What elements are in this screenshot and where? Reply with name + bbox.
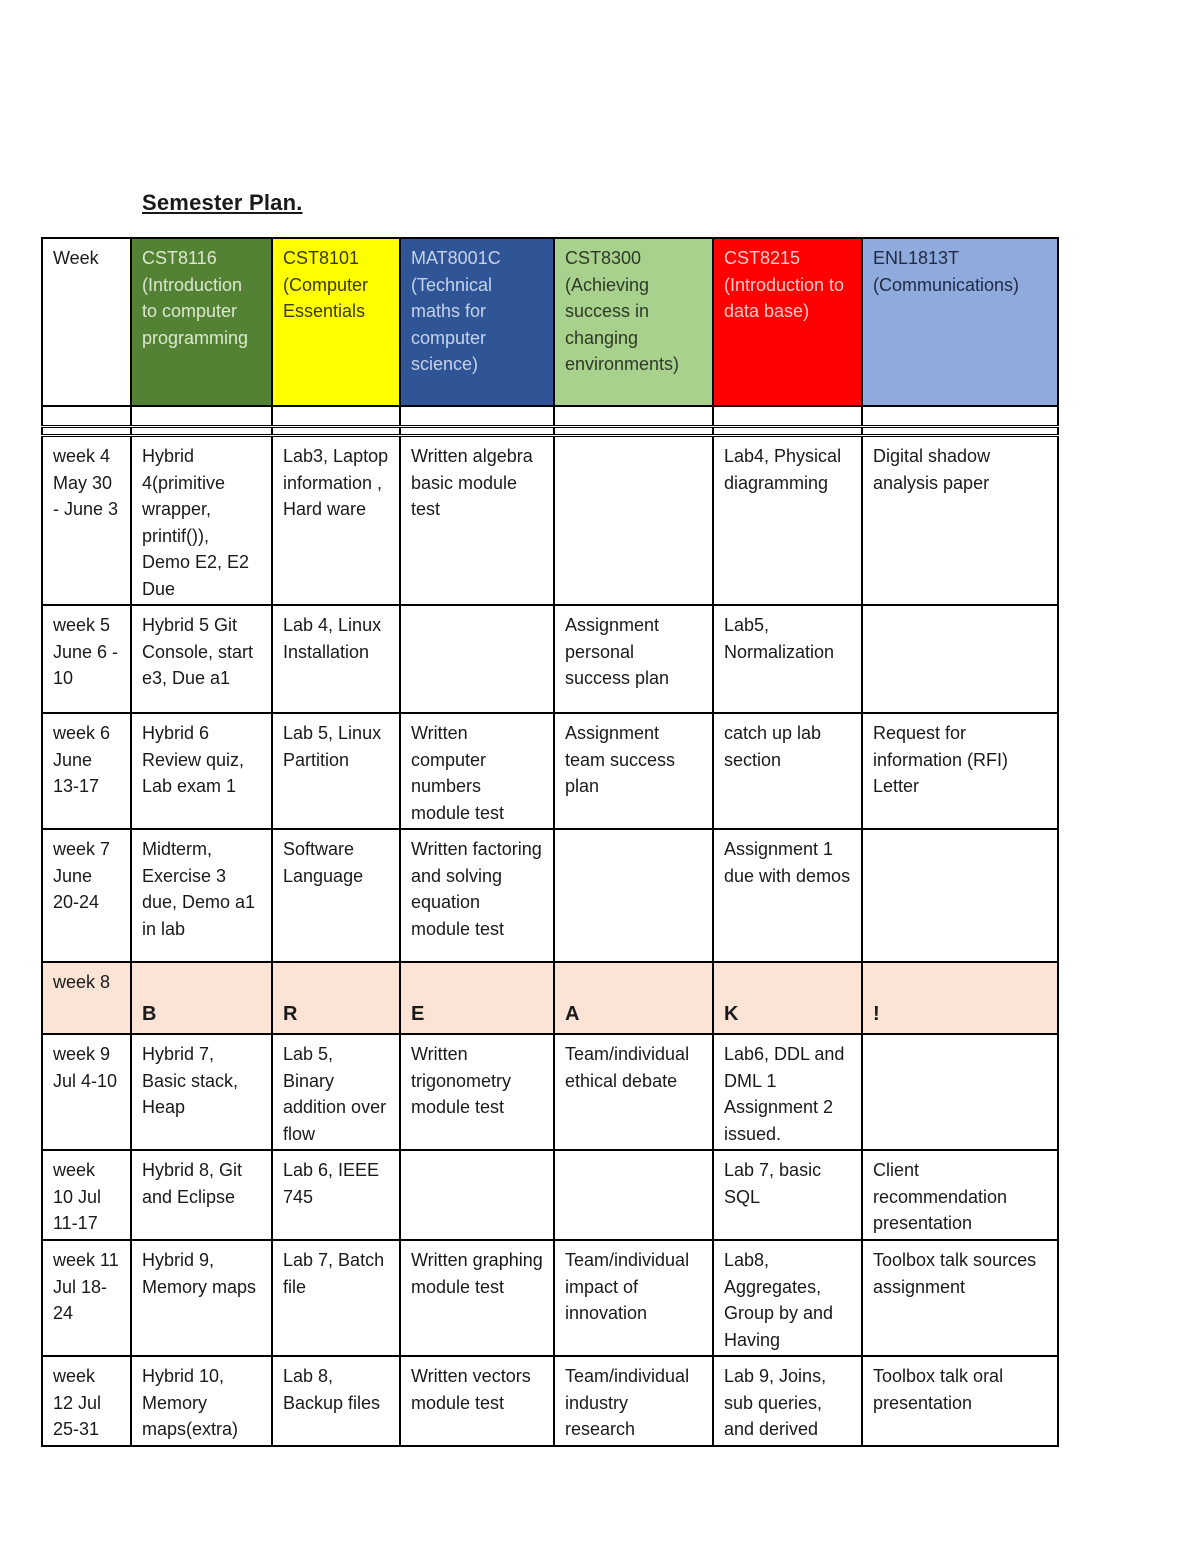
header-cst8116: CST8116 (Introduction to computer programming [131, 238, 272, 406]
enl1813t-cell: Request for information (RFI) Letter [862, 713, 1058, 829]
cst8300-cell [554, 829, 713, 962]
break-letter: B [142, 1003, 157, 1025]
header-week: Week [42, 238, 131, 406]
cst8300-cell [554, 436, 713, 606]
mat8001c-cell: Written algebra basic module test [400, 436, 554, 606]
enl1813t-cell: Digital shadow analysis paper [862, 436, 1058, 606]
week-cell: week 10 Jul 11-17 [42, 1150, 131, 1240]
cst8215-cell: Lab8, Aggregates, Group by and Having [713, 1240, 862, 1356]
break-letter: E [411, 1003, 425, 1025]
cst8101-cell: Lab 4, Linux Installation [272, 605, 400, 713]
week-cell: week 8 [42, 962, 131, 1034]
enl1813t-cell: Toolbox talk oral presentation [862, 1356, 1058, 1446]
table-row-week-11 [42, 1240, 1058, 1356]
cst8215-cell: Lab6, DDL and DML 1 Assignment 2 issued. [713, 1034, 862, 1150]
cst8215-cell: Lab 7, basic SQL [713, 1150, 862, 1240]
cst8101-cell: Lab 7, Batch file [272, 1240, 400, 1356]
week-cell: week 9 Jul 4-10 [42, 1034, 131, 1150]
cst8300-cell: Assignment team success plan [554, 713, 713, 829]
empty-row [42, 406, 1058, 427]
cst8116-cell: Hybrid 9, Memory maps [131, 1240, 272, 1356]
table-row-week-9 [42, 1034, 1058, 1150]
week-cell: week 11 Jul 18-24 [42, 1240, 131, 1356]
cst8215-cell: catch up lab section [713, 713, 862, 829]
table-row-week-10 [42, 1150, 1058, 1240]
mat8001c-cell: Written trigonometry module test [400, 1034, 554, 1150]
week-cell: week 6 June 13-17 [42, 713, 131, 829]
cst8300-cell: Team/individual industry research [554, 1356, 713, 1446]
header-row [42, 238, 1058, 406]
header-cst8101: CST8101 (Computer Essentials [272, 238, 400, 406]
table-row-week-8-break [42, 962, 1058, 1034]
mat8001c-cell: Written vectors module test [400, 1356, 554, 1446]
mat8001c-cell [400, 605, 554, 713]
enl1813t-cell: Client recommendation presentation [862, 1150, 1058, 1240]
enl1813t-cell [862, 1034, 1058, 1150]
week-cell: week 5 June 6 - 10 [42, 605, 131, 713]
break-letter: R [283, 1003, 298, 1025]
header-enl1813t: ENL1813T (Communications) [862, 238, 1058, 406]
cst8116-cell: Hybrid 8, Git and Eclipse [131, 1150, 272, 1240]
table-row-week-4 [42, 436, 1058, 606]
break-letter: ! [873, 1003, 880, 1025]
cst8116-cell: Hybrid 10, Memory maps(extra) [131, 1356, 272, 1446]
cst8116-cell: Hybrid 7, Basic stack, Heap [131, 1034, 272, 1150]
mat8001c-cell: Written computer numbers module test [400, 713, 554, 829]
cst8300-cell: Team/individual ethical debate [554, 1034, 713, 1150]
cst8215-cell: Lab4, Physical diagramming [713, 436, 862, 606]
cst8215-cell: Lab5, Normalization [713, 605, 862, 713]
mat8001c-cell [400, 1150, 554, 1240]
cst8300-cell [554, 1150, 713, 1240]
header-cst8300: CST8300 (Achieving success in changing environments) [554, 238, 713, 406]
table-row-week-7 [42, 829, 1058, 962]
cst8116-cell: Midterm, Exercise 3 due, Demo a1 in lab [131, 829, 272, 962]
cst8300-cell: Assignment personal success plan [554, 605, 713, 713]
week-cell: week 4 May 30 - June 3 [42, 436, 131, 606]
cst8215-cell: Lab 9, Joins, sub queries, and derived [713, 1356, 862, 1446]
cst8101-cell: Software Language [272, 829, 400, 962]
double-rule-row [42, 427, 1058, 436]
cst8101-cell: Lab 5, Linux Partition [272, 713, 400, 829]
cst8215-cell: Assignment 1 due with demos [713, 829, 862, 962]
cst8116-cell: Hybrid 6 Review quiz, Lab exam 1 [131, 713, 272, 829]
week-cell: week 7 June 20-24 [42, 829, 131, 962]
cst8101-cell: Lab 5, Binary addition over flow [272, 1034, 400, 1150]
cst8101-cell: Lab3, Laptop information , Hard ware [272, 436, 400, 606]
header-mat8001c: MAT8001C (Technical maths for computer science) [400, 238, 554, 406]
table-row-week-6 [42, 713, 1058, 829]
header-cst8215: CST8215 (Introduction to data base) [713, 238, 862, 406]
cst8101-cell: Lab 8, Backup files [272, 1356, 400, 1446]
week-cell: week 12 Jul 25-31 [42, 1356, 131, 1446]
enl1813t-cell [862, 605, 1058, 713]
table-row-week-12 [42, 1356, 1058, 1446]
cst8116-cell: Hybrid 5 Git Console, start e3, Due a1 [131, 605, 272, 713]
enl1813t-cell [862, 829, 1058, 962]
semester-plan-table [41, 237, 1059, 1447]
cst8101-cell: Lab 6, IEEE 745 [272, 1150, 400, 1240]
mat8001c-cell: Written factoring and solving equation module test [400, 829, 554, 962]
break-letter: A [565, 1003, 580, 1025]
mat8001c-cell: Written graphing module test [400, 1240, 554, 1356]
page-title: Semester Plan. [142, 190, 303, 215]
break-letter: K [724, 1003, 739, 1025]
cst8116-cell: Hybrid 4(primitive wrapper, printif()), Demo E2, E2 Due [131, 436, 272, 606]
table-row-week-5 [42, 605, 1058, 713]
enl1813t-cell: Toolbox talk sources assignment [862, 1240, 1058, 1356]
cst8300-cell: Team/individual impact of innovation [554, 1240, 713, 1356]
